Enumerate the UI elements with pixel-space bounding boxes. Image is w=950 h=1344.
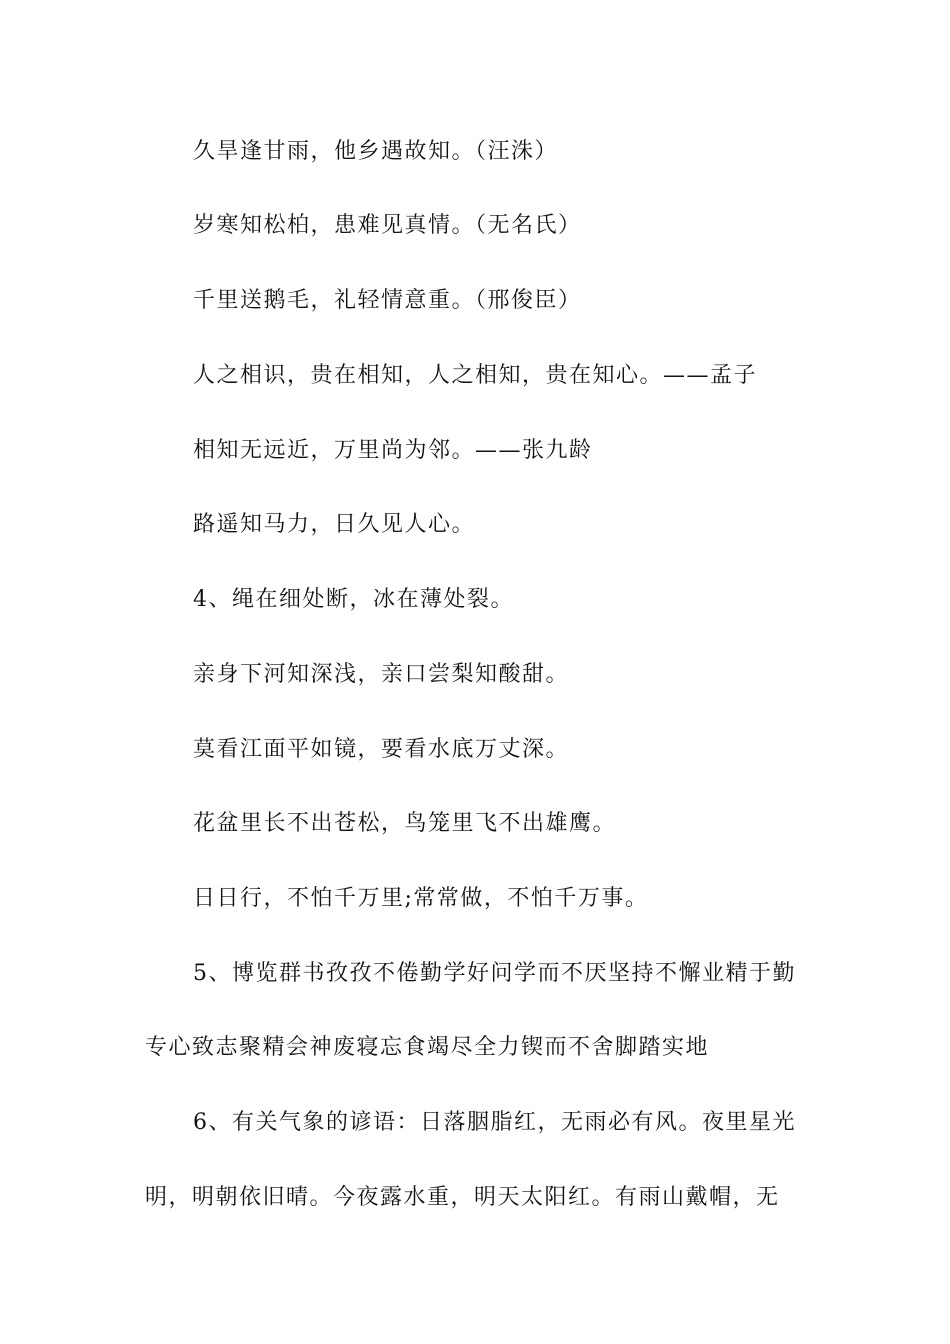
text-line: 久旱逢甘雨，他乡遇故知。（汪洙）	[193, 139, 559, 164]
text-line: 日日行，不怕千万里;常常做，不怕千万事。	[193, 886, 649, 911]
text-line: 4、绳在细处断，冰在薄处裂。	[193, 587, 514, 612]
text-line: 人之相识，贵在相知，人之相知，贵在知心。——孟子	[193, 363, 758, 388]
text-line: 亲身下河知深浅，亲口尝梨知酸甜。	[193, 662, 570, 687]
text-line: 岁寒知松柏，患难见真情。（无名氏）	[193, 213, 582, 238]
text-line: 5、博览群书孜孜不倦勤学好问学而不厌坚持不懈业精于勤	[193, 961, 796, 986]
text-line: 专心致志聚精会神废寝忘食竭尽全力锲而不舍脚踏实地	[145, 1035, 710, 1060]
text-line: 路遥知马力，日久见人心。	[193, 512, 476, 537]
text-line: 明，明朝依旧晴。今夜露水重，明天太阳红。有雨山戴帽，无	[145, 1185, 780, 1210]
text-line: 相知无远近，万里尚为邻。——张九龄	[193, 438, 593, 463]
text-line: 千里送鹅毛，礼轻情意重。（邢俊臣）	[193, 288, 582, 313]
text-line: 6、有关气象的谚语：日落胭脂红，无雨必有风。夜里星光	[193, 1110, 796, 1135]
text-line: 莫看江面平如镜，要看水底万丈深。	[193, 737, 570, 762]
text-line: 花盆里长不出苍松，鸟笼里飞不出雄鹰。	[193, 811, 617, 836]
